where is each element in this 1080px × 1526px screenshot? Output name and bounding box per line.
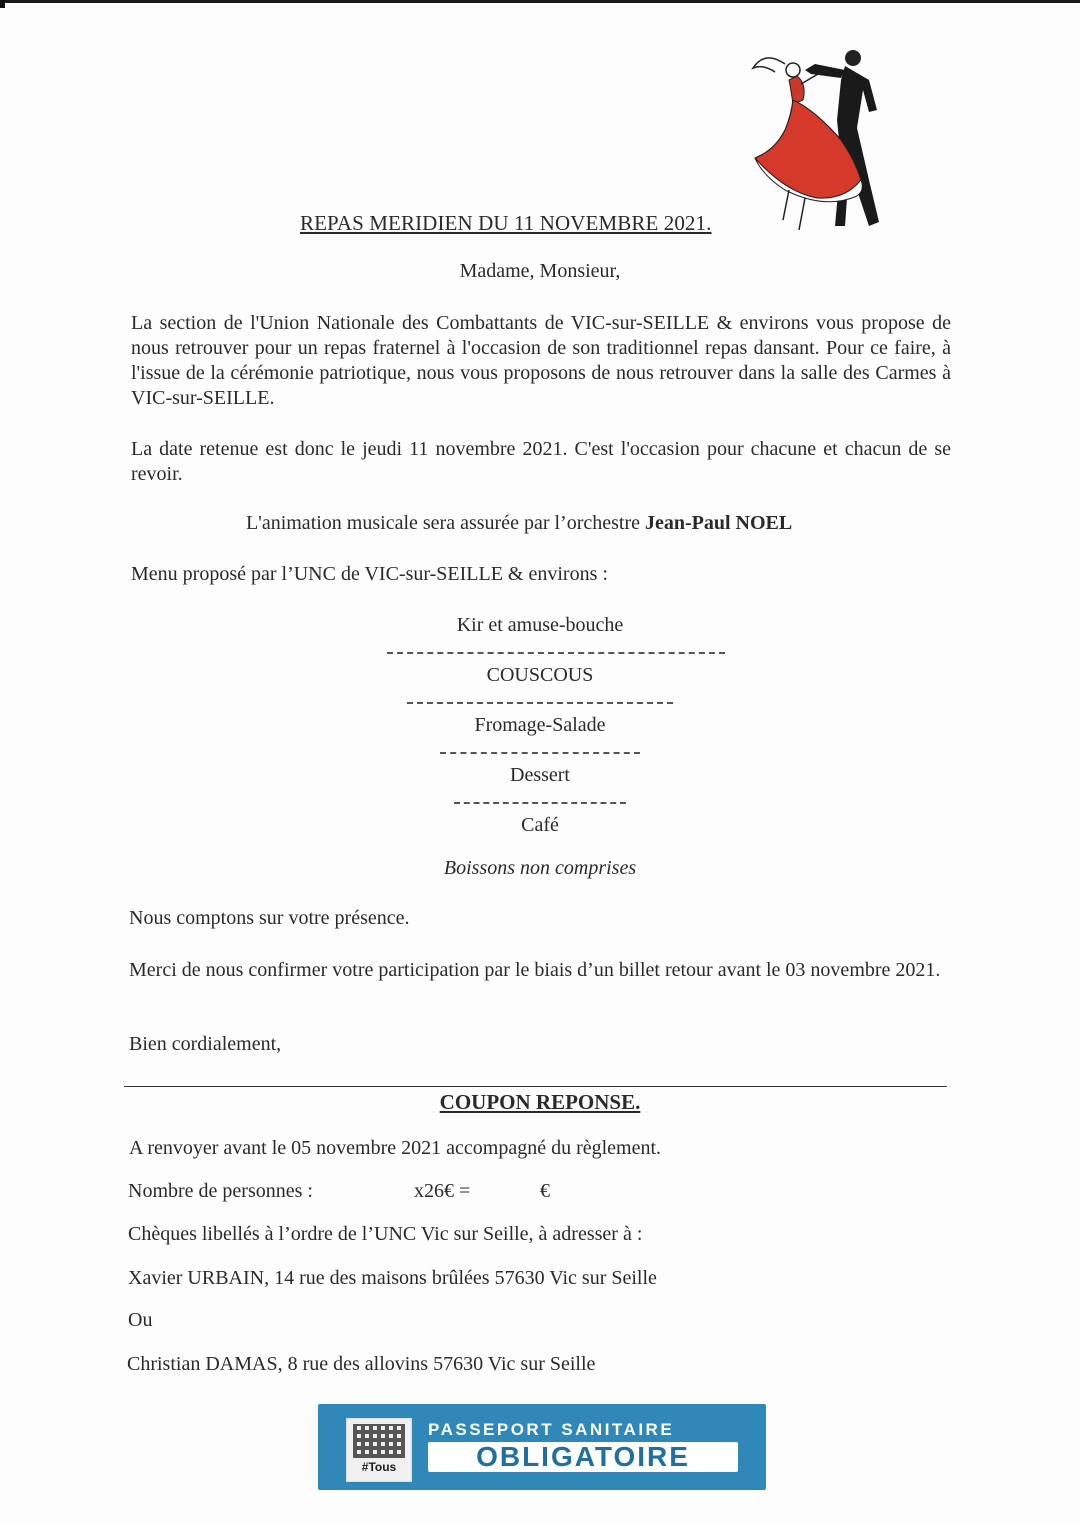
- menu-item: COUSCOUS: [486, 664, 594, 686]
- menu-item: Café: [521, 814, 559, 836]
- cheques-line: Chèques libellés à l’ordre de l’UNC Vic sur Seille, à adresser à :: [128, 1223, 643, 1245]
- menu-separator: [387, 652, 725, 654]
- greeting: Madame, Monsieur,: [459, 260, 621, 282]
- price-per-person: x26€ =: [414, 1180, 471, 1202]
- menu-separator: [454, 802, 626, 804]
- intro-paragraph: La section de l'Union Nationale des Combattants de VIC-sur-SEILLE & environs vous propose de nous retrouver pour un repas fraternel à l'occasion de son traditionnel repas dansant. Pour ce faire, à l'issue de la cérémonie patriotique, nous vous proposons de nous retrouver dans la salle des Carmes à VIC-sur-SEILLE.: [131, 312, 951, 409]
- page-title: REPAS MERIDIEN DU 11 NOVEMBRE 2021.: [300, 211, 712, 235]
- total-euro: €: [540, 1180, 550, 1202]
- dancing-couple-illustration: [745, 40, 900, 235]
- menu-item: Fromage-Salade: [474, 714, 606, 736]
- qr-code-icon: [346, 1418, 412, 1482]
- menu-separator: [440, 752, 640, 754]
- qr-tag-text: #Tous: [361, 1460, 397, 1474]
- coupon-divider: [124, 1086, 947, 1087]
- menu-item: Dessert: [510, 764, 570, 786]
- animation-line: [246, 512, 792, 535]
- menu-item: Kir et amuse-bouche: [456, 614, 624, 636]
- scan-corner-mark: [0, 0, 5, 8]
- confirm-paragraph: Merci de nous confirmer votre participation par le biais d’un billet retour avant le 03 novembre 2021.: [129, 959, 941, 981]
- date-paragraph: La date retenue est donc le jeudi 11 novembre 2021. C'est l'occasion pour chacune et chacun de se revoir.: [131, 438, 951, 485]
- scan-top-edge: [0, 0, 1080, 3]
- coupon-deadline: A renvoyer avant le 05 novembre 2021 accompagné du règlement.: [129, 1137, 662, 1159]
- persons-label: Nombre de personnes :: [128, 1180, 313, 1202]
- presence-line: Nous comptons sur votre présence.: [129, 907, 410, 929]
- orchestra-name: Jean-Paul NOEL: [644, 512, 793, 534]
- health-pass-banner: [318, 1404, 766, 1490]
- menu-intro: Menu proposé par l’UNC de VIC-sur-SEILLE & environs :: [131, 563, 608, 585]
- drinks-note: Boissons non comprises: [443, 857, 637, 879]
- coupon-title: COUPON REPONSE.: [439, 1090, 641, 1114]
- banner-main-box: [428, 1442, 738, 1472]
- animation-prefix: L'animation musicale sera assurée par l’orchestre: [246, 512, 640, 534]
- or-line: Ou: [128, 1309, 153, 1331]
- address-urbain: Xavier URBAIN, 14 rue des maisons brûlées 57630 Vic sur Seille: [128, 1267, 657, 1289]
- closing: Bien cordialement,: [129, 1033, 282, 1055]
- banner-top-text: PASSEPORT SANITAIRE: [428, 1420, 675, 1439]
- menu-separator: [407, 702, 673, 704]
- address-damas: Christian DAMAS, 8 rue des allovins 57630 Vic sur Seille: [127, 1353, 596, 1375]
- banner-main-text: OBLIGATOIRE: [476, 1441, 690, 1472]
